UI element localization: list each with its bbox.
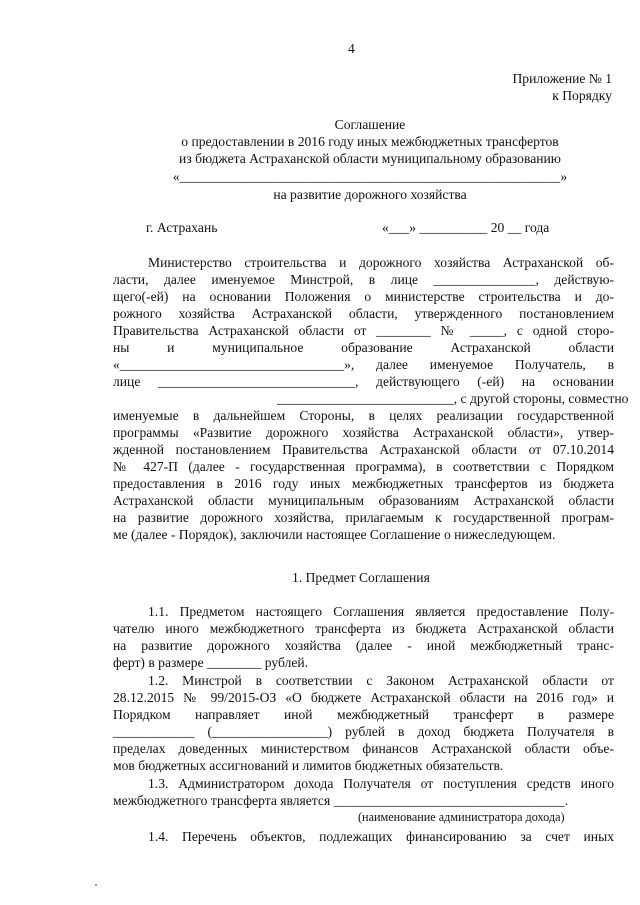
preamble-line: ме (далее - Порядок), заключили настоящее Соглашение о нижеследующем. — [113, 527, 556, 542]
preamble-line: «_________________________________», далее именуемое Получатель, в — [113, 357, 614, 372]
preamble-line: именуемые в дальнейшем Стороны, в целях реализации государственной — [113, 408, 614, 423]
preamble-line: Министерство строительства и дорожного хозяйства Астраханской об- — [148, 255, 614, 270]
preamble-line: ны и муниципальное образование Астраханской области — [113, 340, 614, 355]
preamble-line: рожного хозяйства Астраханской области, утвержденного постановлением — [113, 306, 614, 321]
date-blank: «___» __________ 20 __ года — [382, 220, 550, 235]
title-line-1: Соглашение — [334, 117, 406, 132]
clause-line: Порядком направляет иной межбюджетный трансферт в размере — [113, 707, 614, 722]
preamble-line: жденной постановлением Правительства Астраханской области от 07.10.2014 — [113, 442, 614, 457]
clause-line: пределах доведенных министерством финансов Астраханской области объе- — [113, 741, 614, 756]
appendix-line-2: к Порядку — [552, 88, 612, 103]
page-number: 4 — [348, 41, 355, 56]
clause-line: ____________ (_________________) рублей в доход бюджета Получателя в — [113, 724, 614, 739]
preamble-line: № 427-П (далее - государственная программа), в соответствии с Порядком — [113, 459, 614, 474]
title-line-4: «________________________________________________________» — [172, 169, 568, 184]
preamble-line: Астраханской области муниципальным образованиям Астраханской области — [113, 493, 614, 508]
preamble-line: щего(-ей) на основании Положения о министерстве строительства и до- — [113, 289, 614, 304]
clause-1-4-line: 1.4. Перечень объектов, подлежащих финансированию за счет иных — [148, 829, 614, 844]
scan-speck — [95, 884, 97, 886]
clause-line: мов бюджетных ассигнований и лимитов бюджетных обязательств. — [113, 758, 504, 773]
clause-line: 28.12.2015 № 99/2015-ОЗ «О бюджете Астраханской области на 2016 год» и — [113, 690, 614, 705]
preamble-line: предоставления в 2016 году иных межбюджетных трансфертов из бюджета — [113, 476, 614, 491]
clause-line: 1.1. Предметом настоящего Соглашения является предоставление Полу- — [148, 604, 614, 619]
preamble-line: программы «Развитие дорожного хозяйства Астраханской области», утвер- — [113, 425, 614, 440]
clause-line: 1.2. Минстрой в соответствии с Законом Астраханской области от — [148, 673, 614, 688]
clause-line: ферт) в размере ________ рублей. — [113, 655, 309, 670]
title-line-2: о предоставлении в 2016 году иных межбюджетных трансфертов — [181, 134, 559, 149]
appendix-line-1: Приложение № 1 — [512, 71, 612, 86]
title-line-5: на развитие дорожного хозяйства — [273, 187, 467, 202]
preamble-line: ласти, далее именуемое Минстрой, в лице _______________, действую- — [113, 272, 614, 287]
preamble-line: на развитие дорожного хозяйства, прилагаемым к государственной програм- — [113, 510, 614, 525]
clause-line: 1.3. Администратором дохода Получателя от поступления средств иного — [148, 776, 614, 791]
preamble-line: Правительства Астраханской области от ________ № _____, с одной сторо- — [113, 323, 614, 338]
section-1-heading: 1. Предмет Соглашения — [292, 570, 430, 585]
preamble-line: __________________________, с другой стороны, совместно — [277, 391, 629, 406]
clause-line: межбюджетного трансферта является __________________________________. — [113, 793, 569, 808]
admin-caption: (наименование администратора дохода) — [358, 810, 565, 824]
clause-line: чателю иного межбюджетного трансферта из бюджета Астраханской области — [113, 621, 614, 636]
preamble-line: лице _____________________________, действующего (-ей) на основании — [113, 374, 614, 389]
place-label: г. Астрахань — [146, 220, 218, 235]
title-line-3: из бюджета Астраханской области муниципальному образованию — [179, 151, 561, 166]
clause-line: на развитие дорожного хозяйства (далее - иной межбюджетный транс- — [113, 638, 614, 653]
